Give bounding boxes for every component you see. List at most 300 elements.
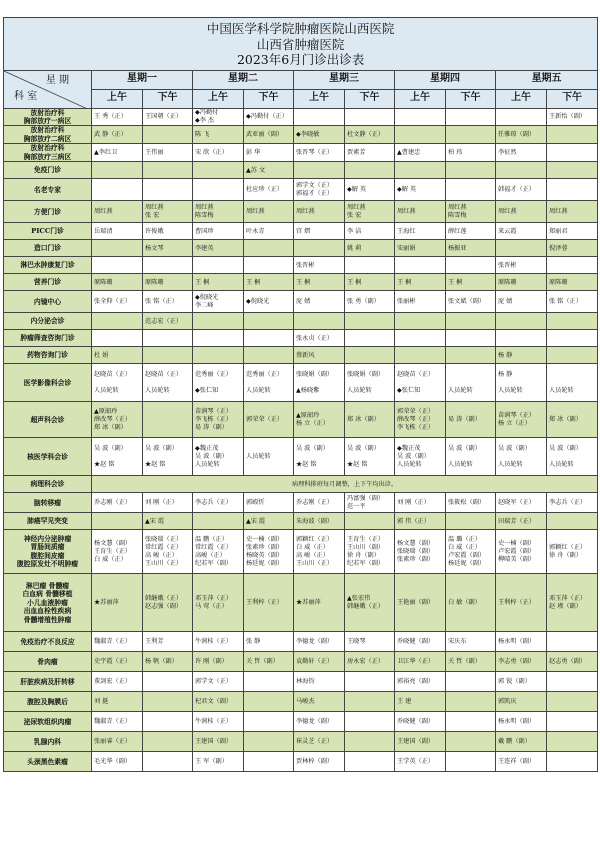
schedule-cell: 王 军（副）: [193, 752, 244, 772]
schedule-cell: [345, 672, 395, 692]
schedule-cell: [547, 513, 598, 530]
schedule-cell: 白 敏（副）: [446, 574, 496, 632]
schedule-cell: 郭 锐（副）: [496, 672, 547, 692]
schedule-cell: [547, 347, 598, 364]
schedule-cell: 冯富强（副） 范一平: [345, 493, 395, 513]
schedule-cell: 杨文慧（副） 王育生（正） 白 威（正）: [92, 530, 143, 574]
day-header-thu: 星期四: [395, 70, 496, 89]
schedule-table: [3, 17, 598, 772]
schedule-cell: 宋 欣（正）: [193, 144, 244, 162]
schedule-cell: 牛润桂（正）: [193, 712, 244, 732]
schedule-cell: [496, 330, 547, 347]
schedule-cell: 人员轮转: [244, 438, 294, 476]
schedule-cell: 赵晓苗（正） 人员轮转: [143, 364, 193, 402]
schedule-cell: 王 建: [395, 692, 446, 712]
schedule-cell: 张晓娟（副） 人员轮转: [345, 364, 395, 402]
schedule-cell: 郭学文（正）: [193, 672, 244, 692]
schedule-cell: [547, 732, 598, 752]
schedule-cell: 陈 飞: [193, 126, 244, 144]
schedule-cell: 郭荣荣（正） 薛改琴（正） 李飞栋（正）: [395, 402, 446, 438]
schedule-cell: [446, 692, 496, 712]
schedule-cell: 张永贞（正）: [294, 330, 345, 347]
schedule-cell: 郭学文（正） 郭福才（正）: [294, 179, 345, 201]
pm-header: 下午: [244, 89, 294, 108]
schedule-cell: 贾素芳: [345, 144, 395, 162]
schedule-cell: [395, 162, 446, 179]
schedule-cell: [294, 162, 345, 179]
dept-label: 骨肉瘤: [4, 652, 92, 672]
schedule-cell: [345, 752, 395, 772]
schedule-cell: 宫 熠: [294, 223, 345, 240]
schedule-cell: 周红燕: [244, 201, 294, 223]
schedule-cell: [345, 108, 395, 126]
schedule-cell: [193, 257, 244, 274]
table-row: [4, 438, 598, 476]
table-row: [4, 632, 598, 652]
schedule-cell: 张丽彬: [395, 291, 446, 313]
schedule-cell: 张全仰（正）: [92, 291, 143, 313]
schedule-cell: 赵晓军（正）: [496, 493, 547, 513]
schedule-cell: 苗润琴（正） 李飞栋（正） 易 涛（副）: [193, 402, 244, 438]
schedule-cell: [244, 347, 294, 364]
dept-label: 脑转移瘤: [4, 493, 92, 513]
schedule-cell: 原陈珊: [92, 274, 143, 291]
table-row: [4, 223, 598, 240]
schedule-cell: 温 鹏（正） 常红霞（正） 高峻（正） 纪若军（副）: [193, 530, 244, 574]
schedule-cell: 毛光华（副）: [92, 752, 143, 772]
schedule-cell: 张 铭（正）: [547, 291, 598, 313]
dept-label: 放射治疗科 胸部放疗三病区: [4, 144, 92, 162]
schedule-cell: [294, 313, 345, 330]
schedule-cell: 王伟丽: [143, 144, 193, 162]
schedule-cell: 周红燕 陈雪梅: [193, 201, 244, 223]
table-row: [4, 313, 598, 330]
schedule-cell: 吴 波（副） ★赵 铭: [92, 438, 143, 476]
schedule-cell: [345, 162, 395, 179]
schedule-cell: [92, 257, 143, 274]
schedule-cell: 王建国（副）: [193, 732, 244, 752]
dept-label: 放射治疗科 胸部放疗一病区: [4, 108, 92, 126]
schedule-cell: 岳瑞清: [92, 223, 143, 240]
am-header: 上午: [496, 89, 547, 108]
schedule-cell: 王 桐: [244, 274, 294, 291]
schedule-cell: ★苏丽萍: [92, 574, 143, 632]
schedule-cell: 姚 莉: [345, 240, 395, 257]
dept-label: 内分泌会诊: [4, 313, 92, 330]
schedule-cell: 周红燕 陈雪梅: [446, 201, 496, 223]
schedule-cell: [143, 179, 193, 201]
schedule-cell: 许俊娥: [143, 223, 193, 240]
schedule-cell: ◆李晓敏: [294, 126, 345, 144]
schedule-cell: [193, 313, 244, 330]
schedule-cell: 温 璐（正） 白 威（正） 卢宏霞（副） 杨廷妮（副）: [446, 530, 496, 574]
schedule-cell: 杨 静 人员轮转: [496, 364, 547, 402]
schedule-cell: [92, 240, 143, 257]
schedule-cell: [143, 752, 193, 772]
schedule-cell: 郭殿忻: [244, 493, 294, 513]
table-row: [4, 493, 598, 513]
schedule-cell: [92, 162, 143, 179]
schedule-cell: 吴 波（副） 人员轮转: [547, 438, 598, 476]
corner-dept-label: 科 室: [14, 91, 38, 102]
day-header-wed: 星期三: [294, 70, 395, 89]
hospital-subname: 山西省肿瘤医院: [256, 36, 345, 52]
schedule-cell: 张文斌（副）: [446, 291, 496, 313]
schedule-cell: 范秀丽（正） ◆张仁知: [193, 364, 244, 402]
schedule-cell: [92, 313, 143, 330]
schedule-cell: [547, 162, 598, 179]
table-row: [4, 574, 598, 632]
schedule-cell: 林海钧: [294, 672, 345, 692]
schedule-cell: [244, 752, 294, 772]
schedule-cell: 李志兵（正）: [193, 493, 244, 513]
schedule-cell: [446, 108, 496, 126]
dept-label: 头颈黑色素瘤: [4, 752, 92, 772]
table-row: [4, 513, 598, 530]
schedule-cell: ◆解 英: [345, 179, 395, 201]
schedule-cell: [547, 126, 598, 144]
table-row: [4, 530, 598, 574]
schedule-cell: 曹国珍: [193, 223, 244, 240]
table-row: [4, 712, 598, 732]
schedule-cell: 原陈珊: [496, 274, 547, 291]
schedule-cell: [244, 732, 294, 752]
dept-label: 淋巴水肿康复门诊: [4, 257, 92, 274]
schedule-cell: 关 哲（副）: [244, 652, 294, 672]
schedule-cell: 郭颖红（正） 白 威（正） 高 峻（正） 王山川（正）: [294, 530, 345, 574]
schedule-cell: 李德龙（副）: [294, 632, 345, 652]
schedule-cell: 王建国（副）: [395, 732, 446, 752]
schedule-cell: 吴 波（副） 人员轮转: [496, 438, 547, 476]
schedule-cell: 柏 玮: [446, 144, 496, 162]
schedule-cell: 韩福才（正）: [496, 179, 547, 201]
dept-label: 免疫治疗不良反应: [4, 632, 92, 652]
table-row: [4, 144, 598, 162]
schedule-cell: 王新怡（副）: [547, 108, 598, 126]
am-header: 上午: [395, 89, 446, 108]
schedule-cell: 王 桐: [294, 274, 345, 291]
table-row: [4, 201, 598, 223]
schedule-cell: 贾林梓（副）: [294, 752, 345, 772]
schedule-cell: 杜文静（正）: [345, 126, 395, 144]
schedule-cell: 杨振亚: [446, 240, 496, 257]
schedule-cell: 赵志勇（副）: [547, 652, 598, 672]
schedule-cell: 王 桐: [446, 274, 496, 291]
schedule-cell: 武亚丽（副）: [244, 126, 294, 144]
schedule-cell: 王国朝（正）: [143, 108, 193, 126]
schedule-cell: 杨永明（副）: [496, 632, 547, 652]
schedule-cell: 周红燕: [294, 201, 345, 223]
schedule-cell: 苗润琴（正） 杨 立（正）: [496, 402, 547, 438]
schedule-cell: 张 静: [244, 632, 294, 652]
table-row: [4, 402, 598, 438]
schedule-cell: 戴 鹏（副）: [496, 732, 547, 752]
schedule-cell: [92, 330, 143, 347]
schedule-cell: 王连祥（副）: [496, 752, 547, 772]
pm-header: 下午: [547, 89, 598, 108]
schedule-cell: 张晋彬: [496, 257, 547, 274]
schedule-cell: [446, 712, 496, 732]
schedule-cell: [244, 257, 294, 274]
schedule-cell: 郭凯庆: [496, 692, 547, 712]
dept-label: 名老专家: [4, 179, 92, 201]
schedule-cell: 刘 刚（正）: [395, 493, 446, 513]
schedule-cell: 张晓瑞（正） 常红霞（正） 高 峻（正） 王山川（正）: [143, 530, 193, 574]
schedule-title: 2023年6月门诊出诊表: [236, 52, 365, 67]
schedule-cell: 蔡新风: [294, 347, 345, 364]
corner-header: [4, 70, 92, 108]
schedule-cell: [143, 672, 193, 692]
schedule-cell: 庞 婧: [294, 291, 345, 313]
schedule-cell: [345, 732, 395, 752]
schedule-cell: [547, 632, 598, 652]
schedule-cell: [294, 108, 345, 126]
schedule-cell: 朱海波（副）: [294, 513, 345, 530]
schedule-sheet: [3, 17, 597, 772]
dept-label: 神经内分泌肿瘤 胃肠间质瘤 腹腔间皮瘤 腹腔原发灶不明肿瘤: [4, 530, 92, 574]
schedule-cell: [345, 257, 395, 274]
schedule-cell: 宋庆东: [446, 632, 496, 652]
schedule-cell: [244, 330, 294, 347]
schedule-cell: [193, 162, 244, 179]
schedule-cell: [496, 162, 547, 179]
schedule-cell: 郭 伟（正）: [395, 513, 446, 530]
schedule-cell: 周红燕: [92, 201, 143, 223]
schedule-cell: 马峻杰: [294, 692, 345, 712]
schedule-cell: ▲曹建忠: [395, 144, 446, 162]
dept-label: 肿瘤筛查咨询门诊: [4, 330, 92, 347]
schedule-cell: ◆魏正茂 吴 波（副） 人员轮转: [395, 438, 446, 476]
day-header-mon: 星期一: [92, 70, 193, 89]
schedule-cell: ▲宋 霞: [143, 513, 193, 530]
schedule-cell: 李 洁: [345, 223, 395, 240]
schedule-cell: 吴 波（副） ★赵 铭: [294, 438, 345, 476]
schedule-cell: 吴 波（副） ★赵 铭: [143, 438, 193, 476]
schedule-cell: ▲宋 霞: [244, 513, 294, 530]
table-row: [4, 257, 598, 274]
schedule-cell: 范秀丽（正） 人员轮转: [244, 364, 294, 402]
schedule-cell: ◆解 英: [395, 179, 446, 201]
schedule-cell: [143, 712, 193, 732]
schedule-cell: 王 桐: [345, 274, 395, 291]
schedule-cell: [92, 513, 143, 530]
schedule-cell: [395, 257, 446, 274]
pm-header: 下午: [143, 89, 193, 108]
dept-label: 病理科会诊: [4, 476, 92, 493]
schedule-cell: ▲苏 文: [244, 162, 294, 179]
schedule-cell: 杜 娟: [92, 347, 143, 364]
schedule-cell: 崔灵芝（正）: [294, 732, 345, 752]
schedule-cell: [547, 330, 598, 347]
schedule-cell: ▲李红卫: [92, 144, 143, 162]
schedule-cell: 牛润桂（正）: [193, 632, 244, 652]
schedule-cell: [345, 513, 395, 530]
schedule-cell: 郑 冰（副）: [345, 402, 395, 438]
hospital-name: 中国医学科学院肿瘤医院山西医院: [206, 21, 395, 36]
schedule-cell: 乔晓健（副）: [395, 632, 446, 652]
schedule-cell: [446, 732, 496, 752]
dept-label: 淋巴瘤 骨髓瘤 白血病 骨髓移植 小儿血液肿瘤 出血血栓性疾病 骨髓增殖性肿瘤: [4, 574, 92, 632]
dept-label: 乳腺内科: [4, 732, 92, 752]
schedule-cell: 乔晓健（副）: [395, 712, 446, 732]
schedule-cell: 王学英（正）: [395, 752, 446, 772]
schedule-cell: 杨文慧（副） 张晓瑞（副） 张素珍（副）: [395, 530, 446, 574]
schedule-cell: [496, 240, 547, 257]
schedule-cell: 乔志刚（正）: [92, 493, 143, 513]
table-row: [4, 291, 598, 313]
title-row: [4, 18, 598, 71]
schedule-cell: 周红燕: [496, 201, 547, 223]
am-header: 上午: [92, 89, 143, 108]
schedule-cell: 周红燕: [547, 201, 598, 223]
dept-label: 医学影像科会诊: [4, 364, 92, 402]
schedule-cell: [547, 752, 598, 772]
schedule-cell: 吴 波（副） ★赵 铭: [345, 438, 395, 476]
dept-label: 超声科会诊: [4, 402, 92, 438]
schedule-cell: 魏淑青（正）: [92, 632, 143, 652]
schedule-cell: 来云霞: [496, 223, 547, 240]
schedule-cell: [193, 347, 244, 364]
schedule-cell: [547, 313, 598, 330]
schedule-cell: ◆冯勤付（正）: [244, 108, 294, 126]
schedule-cell: [446, 257, 496, 274]
schedule-cell: 张丽睿（正）: [92, 732, 143, 752]
schedule-cell: 王利梓（正）: [496, 574, 547, 632]
schedule-cell: 王 桐: [395, 274, 446, 291]
schedule-cell: 史宇霞（正）: [92, 652, 143, 672]
schedule-cell: [143, 162, 193, 179]
schedule-cell: 张筱松（副）: [446, 493, 496, 513]
schedule-cell: [446, 672, 496, 692]
schedule-cell: 叶永青: [244, 223, 294, 240]
schedule-cell: [193, 513, 244, 530]
dept-label: 腹腔及胸膜后: [4, 692, 92, 712]
schedule-cell: 王 秀（正）: [92, 108, 143, 126]
schedule-cell: 邓玉萍（正） 马 莺（正）: [193, 574, 244, 632]
schedule-cell: 庞 婧: [496, 291, 547, 313]
schedule-cell: [143, 126, 193, 144]
pm-header: 下午: [446, 89, 496, 108]
schedule-cell: [496, 108, 547, 126]
schedule-cell: [244, 313, 294, 330]
weekday-header-row: [4, 70, 598, 89]
dept-label: 肺癌罕见突变: [4, 513, 92, 530]
schedule-cell: [143, 347, 193, 364]
schedule-cell: [244, 240, 294, 257]
table-row: [4, 672, 598, 692]
table-row: [4, 179, 598, 201]
schedule-cell: [294, 240, 345, 257]
table-row: [4, 240, 598, 257]
schedule-cell: 史一楠（副） 张素珍（副） 杨晓英（副） 杨廷妮（副）: [244, 530, 294, 574]
schedule-cell: 郭颖红（正） 徐 舟（副）: [547, 530, 598, 574]
schedule-cell: 卫江华（正）: [395, 652, 446, 672]
am-header: 上午: [294, 89, 345, 108]
schedule-cell: 原陈珊: [143, 274, 193, 291]
schedule-cell: 郑 冰（副）: [547, 402, 598, 438]
schedule-cell: 杨永明（副）: [496, 712, 547, 732]
schedule-cell: 王利芳: [143, 632, 193, 652]
table-row: [4, 692, 598, 712]
schedule-cell: [446, 513, 496, 530]
merged-note: 病理科排班每月调整，上下午均出诊。: [92, 476, 598, 493]
schedule-cell: [143, 732, 193, 752]
schedule-cell: [345, 313, 395, 330]
schedule-cell: 王利梓（正）: [244, 574, 294, 632]
schedule-cell: [244, 692, 294, 712]
schedule-cell: [395, 330, 446, 347]
schedule-cell: [446, 126, 496, 144]
schedule-cell: ◆倪晓光 李二峰: [193, 291, 244, 313]
schedule-cell: 人员轮转: [547, 364, 598, 402]
schedule-cell: [143, 692, 193, 712]
day-header-tue: 星期二: [193, 70, 294, 89]
dept-label: 内镜中心: [4, 291, 92, 313]
schedule-cell: 杞君文（副）: [193, 692, 244, 712]
schedule-cell: 张晋彬: [294, 257, 345, 274]
schedule-cell: [446, 752, 496, 772]
schedule-cell: [395, 313, 446, 330]
schedule-cell: 张 铭（正）: [143, 291, 193, 313]
schedule-cell: [345, 330, 395, 347]
schedule-cell: [143, 402, 193, 438]
dept-label: 肝脏疾病及肝转移: [4, 672, 92, 692]
schedule-cell: ▲原韶玲 薛改琴（正） 郑 冰（副）: [92, 402, 143, 438]
schedule-cell: 杨 帆（副）: [143, 652, 193, 672]
table-row: [4, 274, 598, 291]
schedule-cell: 关 哲（副）: [446, 652, 496, 672]
schedule-cell: 周红燕 张 宏: [345, 201, 395, 223]
schedule-cell: 李志勇（副）: [496, 652, 547, 672]
schedule-cell: 王海红: [395, 223, 446, 240]
schedule-cell: 刘 挺: [92, 692, 143, 712]
schedule-cell: ▲张宏伟 韩継娥（正）: [345, 574, 395, 632]
schedule-cell: 李志兵（正）: [547, 493, 598, 513]
schedule-cell: 郑丽君: [547, 223, 598, 240]
pm-header: 下午: [345, 89, 395, 108]
schedule-cell: 任雅琼（副）: [496, 126, 547, 144]
dept-label: 泌尿软组织肉瘤: [4, 712, 92, 732]
schedule-cell: 郭荣荣（正）: [244, 402, 294, 438]
table-row: [4, 108, 598, 126]
schedule-cell: 张晋琴（正）: [294, 144, 345, 162]
schedule-cell: 赵晓苗（正） ◆张仁知: [395, 364, 446, 402]
table-row: [4, 476, 598, 493]
schedule-cell: [547, 712, 598, 732]
dept-label: 核医学科会诊: [4, 438, 92, 476]
table-row: [4, 162, 598, 179]
schedule-cell: [92, 179, 143, 201]
schedule-cell: [345, 712, 395, 732]
schedule-cell: 原陈珊: [547, 274, 598, 291]
schedule-cell: ★苏丽萍: [294, 574, 345, 632]
schedule-cell: [547, 257, 598, 274]
schedule-cell: 魏淑青（正）: [92, 712, 143, 732]
schedule-body: [4, 108, 598, 772]
schedule-cell: [244, 712, 294, 732]
table-row: [4, 347, 598, 364]
table-row: [4, 652, 598, 672]
schedule-cell: [446, 330, 496, 347]
schedule-cell: 王育生（正） 王山川（副） 徐 舟（副） 纪若军（副）: [345, 530, 395, 574]
schedule-cell: [395, 126, 446, 144]
schedule-cell: 韩継娥（正） 赵志强（副）: [143, 574, 193, 632]
schedule-cell: [547, 672, 598, 692]
schedule-cell: ◆冯勤付 ◆李 杰: [193, 108, 244, 126]
schedule-cell: 董剑宏（正）: [92, 672, 143, 692]
dept-label: 放射治疗科 胸部放疗二病区: [4, 126, 92, 144]
schedule-cell: 张晓娟（副） ▲杨晓紫: [294, 364, 345, 402]
